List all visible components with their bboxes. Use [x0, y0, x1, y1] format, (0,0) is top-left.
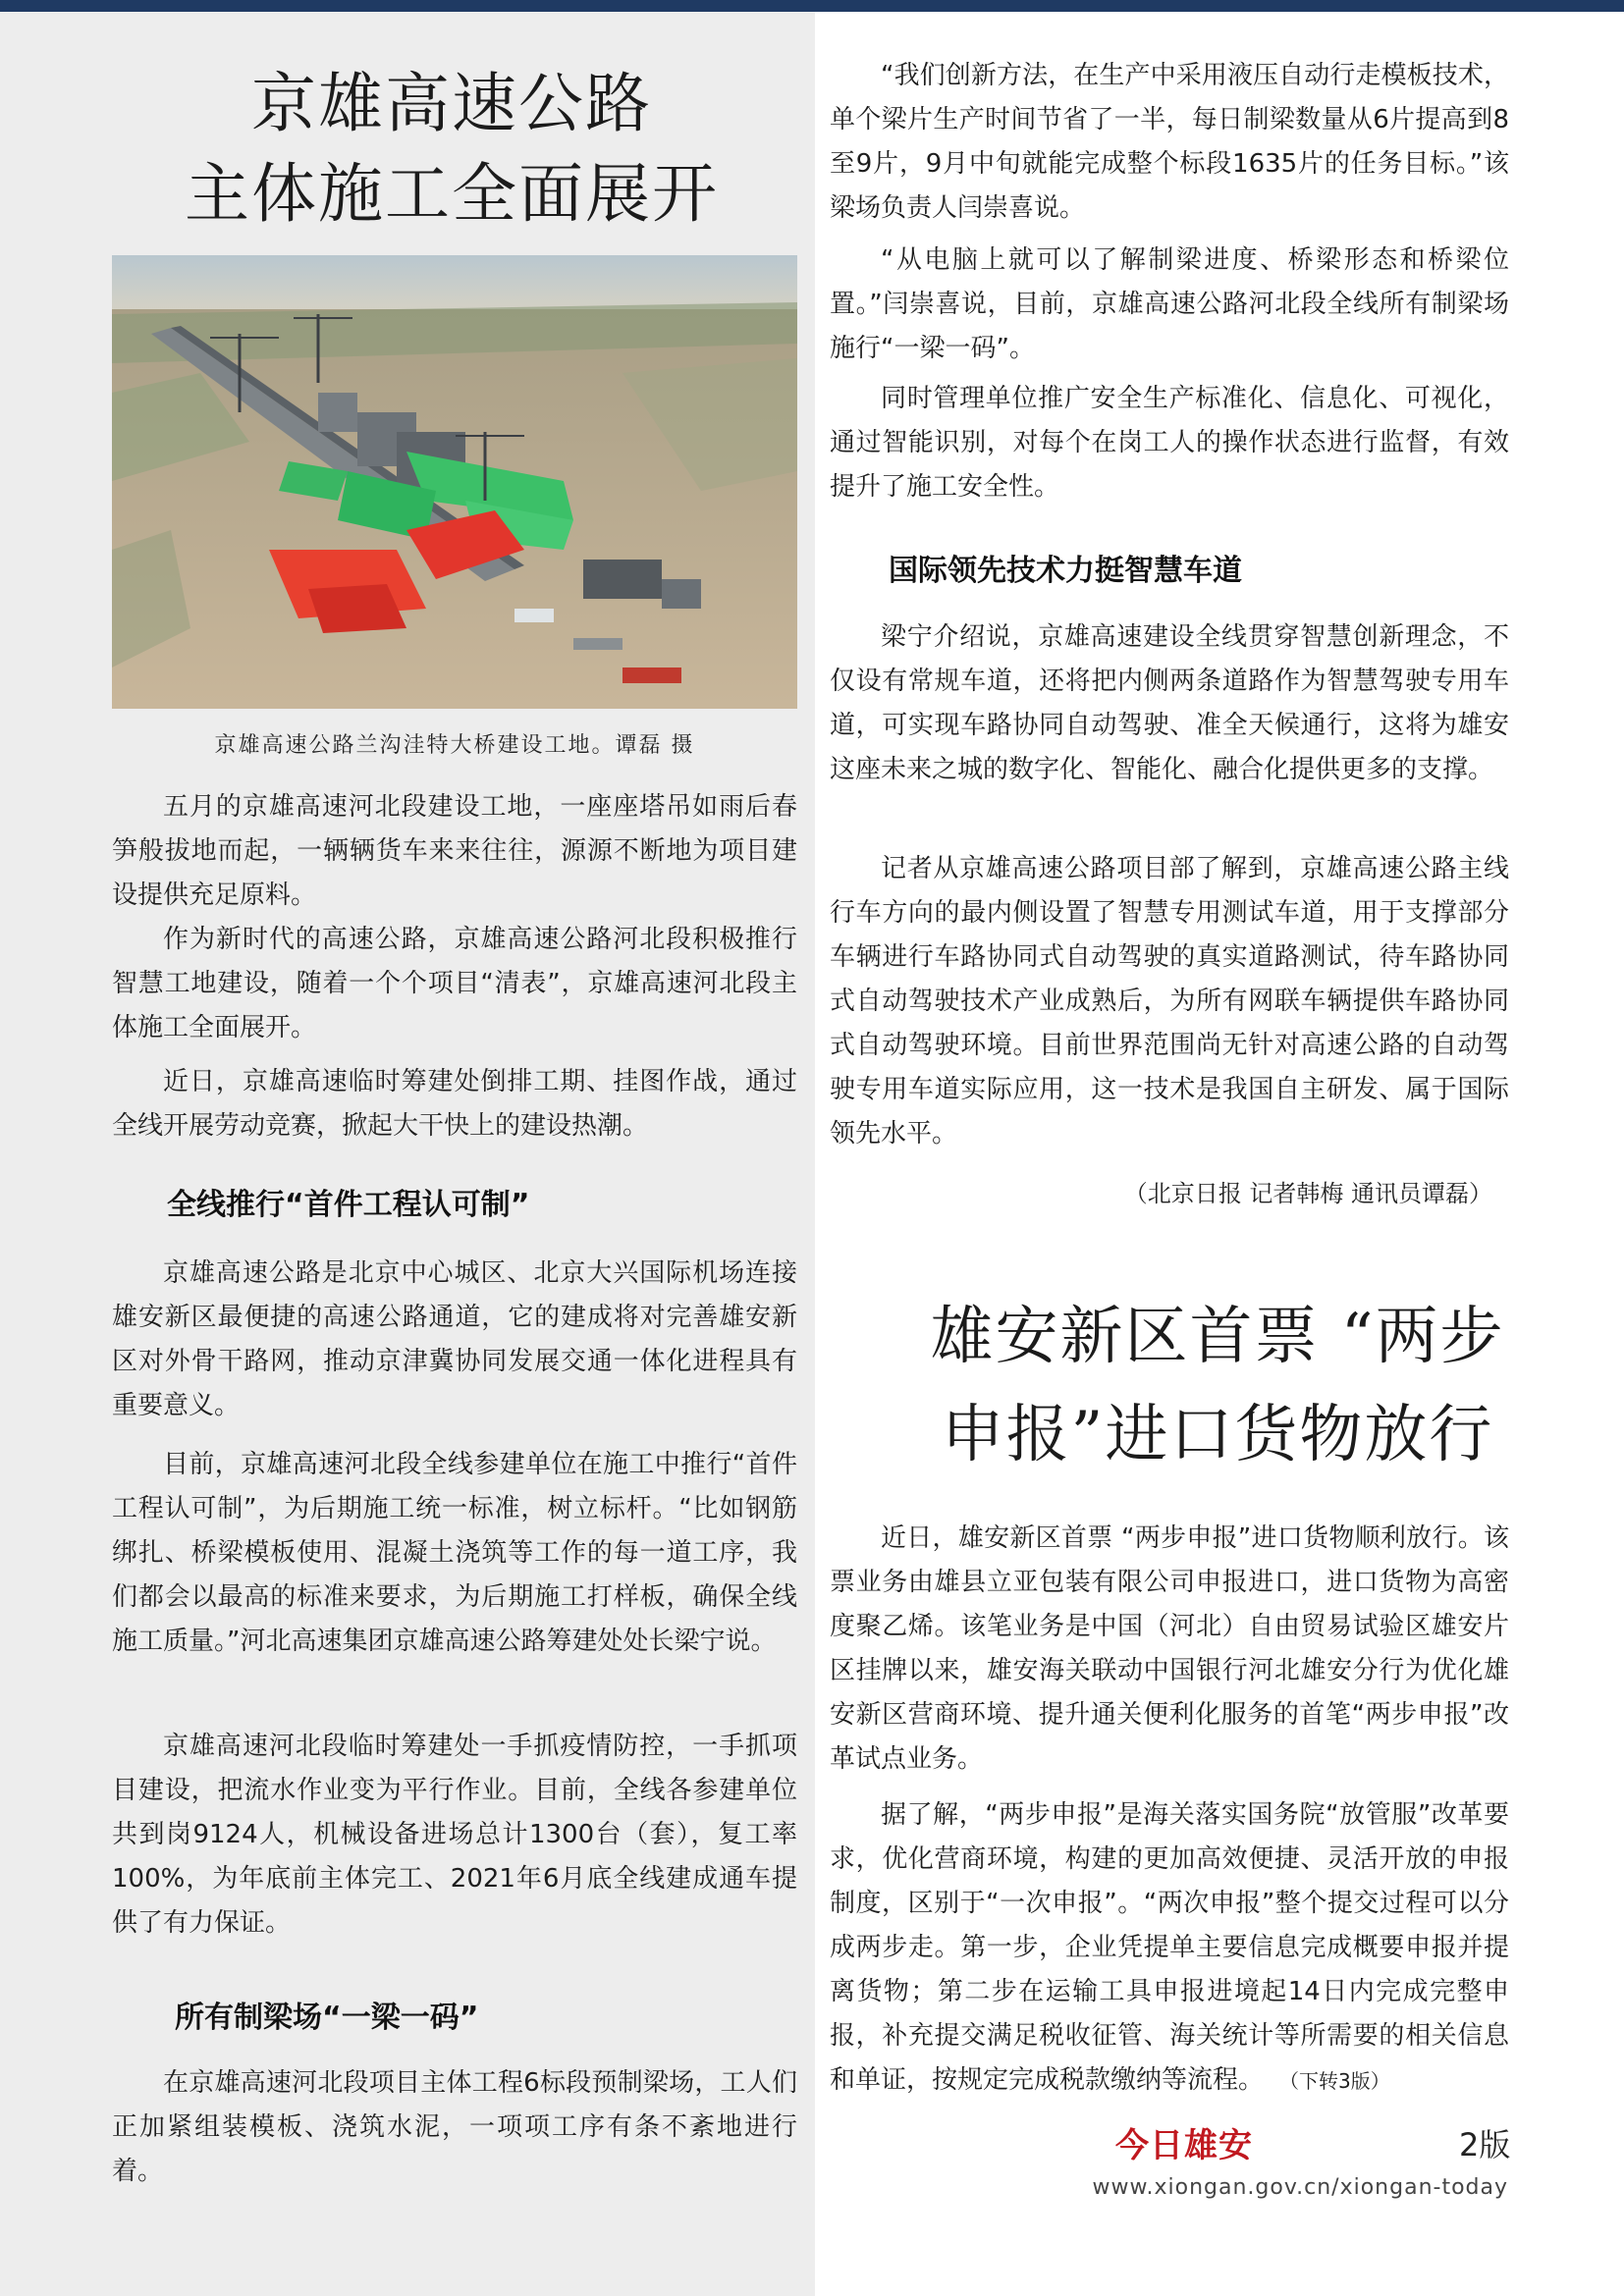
article2-paragraph: 近日，雄安新区首票 “两步申报”进口货物顺利放行。该票业务由雄县立亚包装有限公司申报进口，进口货物为高密度聚乙烯。该笔业务是中国（河北）自由贸易试验区雄安片区挂牌以来，雄安海关联动中国银行河北雄安分行为优化雄安新区营商环境、提升通关便利化服务的首笔“两步申报”改革试点业务。 [830, 1523, 1509, 1774]
article1-paragraph: 梁宁介绍说，京雄高速建设全线贯穿智慧创新理念，不仅设有常规车道，还将把内侧两条道路作为智慧驾驶专用车道，可实现车路协同自动驾驶、准全天候通行，这将为雄安这座未来之城的数字化、智能化、融合化提供更多的支撑。 [830, 622, 1509, 784]
article1-paragraph: 近日，京雄高速临时筹建处倒排工期、挂图作战，通过全线开展劳动竞赛，掀起大干快上的建设热潮。 [112, 1067, 797, 1141]
article1-paragraph: “从电脑上就可以了解制梁进度、桥梁形态和桥梁位置。”闫崇喜说，目前，京雄高速公路河北段全线所有制梁场施行“一梁一码”。 [830, 245, 1509, 363]
article1-subhead-first-work-approval: 全线推行“首件工程认可制” [167, 1188, 530, 1222]
article2-paragraph [830, 1793, 1509, 2104]
article1-headline [98, 59, 805, 240]
article1-headline-line2: 主体施工全面展开 [185, 156, 719, 232]
newspaper-brand-logo: 今日雄安 [1115, 2126, 1253, 2165]
article1-paragraph: “我们创新方法，在生产中采用液压自动行走模板技术，单个梁片生产时间节省了一半，每日制梁数量从6片提高到8至9片，9月中旬就能完成整个标段1635片的任务目标。”该梁场负责人闫崇喜说。 [830, 61, 1509, 223]
article1-paragraph: 五月的京雄高速河北段建设工地，一座座塔吊如雨后春笋般拔地而起，一辆辆货车来来往往，源源不断地为项目建设提供充足原料。 [112, 792, 797, 910]
article1-headline-line1: 京雄高速公路 [251, 66, 652, 141]
article1-subhead-one-beam-one-code: 所有制梁场“一梁一码” [175, 2001, 479, 2035]
page-number: 2版 [1459, 2126, 1511, 2163]
construction-site-photo [112, 255, 797, 709]
article1-paragraph: 记者从京雄高速公路项目部了解到，京雄高速公路主线行车方向的最内侧设置了智慧专用测试车道，用于支撑部分车辆进行车路协同式自动驾驶的真实道路测试，待车路协同式自动驾驶技术产业成熟后，为所有网联车辆提供车路协同式自动驾驶环境。目前世界范围尚无针对高速公路的自动驾驶专用车道实际应用，这一技术是我国自主研发、属于国际领先水平。 [830, 854, 1509, 1148]
article1-paragraph: 京雄高速河北段临时筹建处一手抓疫情防控，一手抓项目建设，把流水作业变为平行作业。目前，全线各参建单位共到岗9124人，机械设备进场总计1300台（套），复工率100%，为年底前主体完工、2021年6月底全线建成通车提供了有力保证。 [112, 1732, 797, 1938]
article1-paragraph: 目前，京雄高速河北段全线参建单位在施工中推行“首件工程认可制”，为后期施工统一标准，树立标杆。“比如钢筋绑扎、桥梁模板使用、混凝土浇筑等工作的每一道工序，我们都会以最高的标准来要求，为后期施工打样板，确保全线施工质量。”河北高速集团京雄高速公路筹建处处长梁宁说。 [112, 1450, 797, 1656]
website-url: www.xiongan.gov.cn/xiongan-today [1092, 2175, 1508, 2200]
article1-paragraph: 在京雄高速河北段项目主体工程6标段预制梁场，工人们正加紧组装模板、浇筑水泥，一项项工序有条不紊地进行着。 [112, 2068, 797, 2186]
article1-subhead-smart-lane: 国际领先技术力挺智慧车道 [889, 554, 1242, 588]
photo-caption: 京雄高速公路兰沟洼特大桥建设工地。谭磊 摄 [214, 733, 695, 758]
article1-paragraph: 作为新时代的高速公路，京雄高速公路河北段积极推行智慧工地建设，随着一个个项目“清表”，京雄高速河北段主体施工全面展开。 [112, 925, 797, 1042]
article2-headline [830, 1288, 1605, 1484]
top-color-bar [0, 0, 1624, 12]
article2-headline-line1: 雄安新区首票 “两步 [930, 1301, 1505, 1373]
article2-headline-line2: 申报”进口货物放行 [941, 1399, 1494, 1471]
continued-note: （下转3版） [1289, 2069, 1390, 2093]
article1-byline: （北京日报 记者韩梅 通讯员谭磊） [1123, 1180, 1492, 1207]
article1-paragraph: 同时管理单位推广安全生产标准化、信息化、可视化，通过智能识别，对每个在岗工人的操作状态进行监督，有效提升了施工安全性。 [830, 384, 1509, 502]
article1-paragraph: 京雄高速公路是北京中心城区、北京大兴国际机场连接雄安新区最便捷的高速公路通道，它的建成将对完善雄安新区对外骨干路网，推动京津冀协同发展交通一体化进程具有重要意义。 [112, 1258, 797, 1420]
article2-paragraph-text: 据了解，“两步申报”是海关落实国务院“放管服”改革要求，优化营商环境，构建的更加高效便捷、灵活开放的申报制度，区别于“一次申报”。“两次申报”整个提交过程可以分成两步走。第一步，企业凭提单主要信息完成概要申报并提离货物；第二步在运输工具申报进境起14日内完成完整申报，补充提交满足税收征管、海关统计等所需要的相关信息和单证，按规定完成税款缴纳等流程。 [830, 1800, 1509, 2095]
